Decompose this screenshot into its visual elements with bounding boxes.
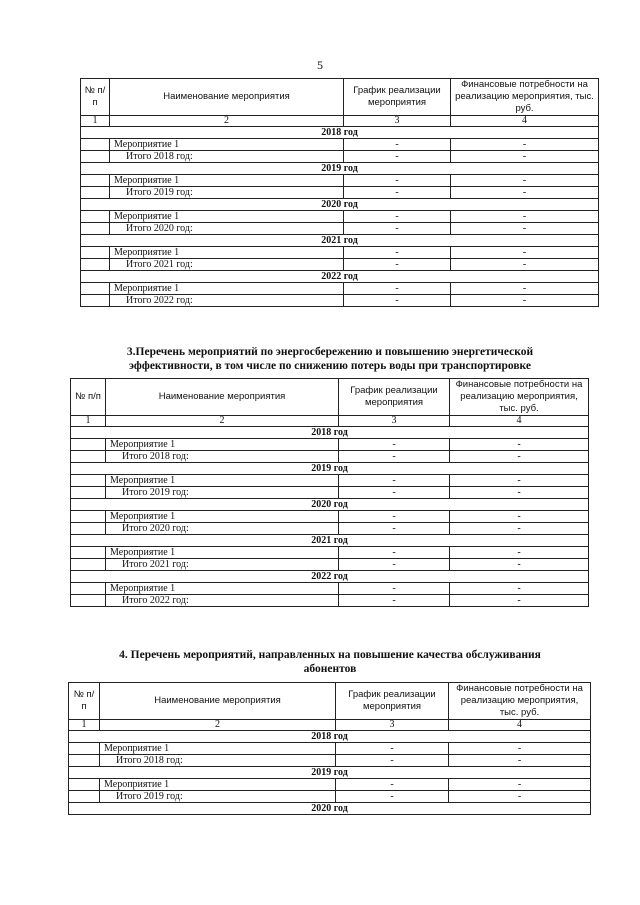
- finance-value: -: [451, 187, 599, 199]
- schedule-value: -: [344, 295, 451, 307]
- total-label: Итого 2019 год:: [110, 187, 344, 199]
- year-row: [81, 199, 599, 211]
- year-row: [81, 127, 599, 139]
- schedule-value: -: [339, 487, 450, 499]
- year-row: [81, 163, 599, 175]
- col-index: 2: [100, 720, 336, 731]
- col-name-header: Наименование мероприятия: [100, 683, 336, 720]
- total-label: Итого 2018 год:: [106, 451, 339, 463]
- year-label: 2022 год: [81, 271, 599, 283]
- year-label: 2020 год: [71, 499, 589, 511]
- year-row: [69, 803, 591, 815]
- finance-value: -: [449, 779, 591, 791]
- item-name: Мероприятие 1: [110, 211, 344, 223]
- col-num-header: № п/п: [69, 683, 100, 720]
- total-label: Итого 2018 год:: [110, 151, 344, 163]
- total-row: [69, 791, 591, 803]
- schedule-value: -: [339, 595, 450, 607]
- schedule-value: -: [336, 791, 449, 803]
- total-row: [71, 595, 589, 607]
- schedule-value: -: [344, 151, 451, 163]
- year-label: 2018 год: [81, 127, 599, 139]
- schedule-value: -: [344, 139, 451, 151]
- item-name: Мероприятие 1: [110, 175, 344, 187]
- finance-value: -: [451, 151, 599, 163]
- col-index: 1: [81, 116, 110, 127]
- schedule-value: -: [339, 451, 450, 463]
- item-name: Мероприятие 1: [106, 511, 339, 523]
- year-label: 2021 год: [71, 535, 589, 547]
- table-row: [81, 211, 599, 223]
- column-index-row: [71, 416, 589, 427]
- total-label: Итого 2021 год:: [106, 559, 339, 571]
- schedule-value: -: [344, 247, 451, 259]
- total-row: [71, 451, 589, 463]
- section-4-title-line2: абонентов: [303, 663, 357, 675]
- table-row: [81, 139, 599, 151]
- section-3-title: [60, 345, 600, 373]
- table-3: [70, 378, 589, 607]
- col-index: 3: [336, 720, 449, 731]
- schedule-value: -: [336, 755, 449, 767]
- schedule-value: -: [344, 283, 451, 295]
- total-row: [71, 559, 589, 571]
- total-row: [81, 187, 599, 199]
- col-index: 1: [69, 720, 100, 731]
- total-row: [69, 755, 591, 767]
- table-row: [69, 743, 591, 755]
- table-header-row: [69, 683, 591, 720]
- total-label: Итого 2018 год:: [100, 755, 336, 767]
- finance-value: -: [450, 595, 589, 607]
- item-name: Мероприятие 1: [110, 247, 344, 259]
- total-label: Итого 2020 год:: [106, 523, 339, 535]
- item-name: Мероприятие 1: [106, 583, 339, 595]
- finance-value: -: [451, 283, 599, 295]
- table-row: [81, 247, 599, 259]
- col-index: 2: [106, 416, 339, 427]
- total-row: [81, 259, 599, 271]
- col-index: 4: [451, 116, 599, 127]
- total-label: Итого 2020 год:: [110, 223, 344, 235]
- column-index-row: [81, 116, 599, 127]
- col-index: 2: [110, 116, 344, 127]
- table-1: [80, 78, 599, 307]
- col-schedule-header: График реализации мероприятия: [344, 79, 451, 116]
- col-index: 4: [449, 720, 591, 731]
- col-num-header: № п/п: [81, 79, 110, 116]
- schedule-value: -: [336, 779, 449, 791]
- year-row: [69, 731, 591, 743]
- item-name: Мероприятие 1: [106, 547, 339, 559]
- finance-value: -: [451, 295, 599, 307]
- finance-value: -: [451, 139, 599, 151]
- schedule-value: -: [339, 511, 450, 523]
- table-row: [71, 547, 589, 559]
- finance-value: -: [451, 175, 599, 187]
- table-header-row: [71, 379, 589, 416]
- finance-value: -: [451, 247, 599, 259]
- col-index: 3: [339, 416, 450, 427]
- schedule-value: -: [339, 583, 450, 595]
- section-3-title-line1: 3.Перечень мероприятий по энергосбережению и повышению энергетической: [126, 346, 534, 358]
- finance-value: -: [450, 475, 589, 487]
- total-label: Итого 2021 год:: [110, 259, 344, 271]
- year-label: 2022 год: [71, 571, 589, 583]
- year-row: [71, 571, 589, 583]
- table-row: [71, 583, 589, 595]
- finance-value: -: [451, 259, 599, 271]
- year-row: [81, 271, 599, 283]
- finance-value: -: [450, 487, 589, 499]
- total-label: Итого 2019 год:: [106, 487, 339, 499]
- year-row: [71, 535, 589, 547]
- finance-value: -: [450, 511, 589, 523]
- schedule-value: -: [344, 223, 451, 235]
- year-label: 2021 год: [81, 235, 599, 247]
- finance-value: -: [450, 439, 589, 451]
- schedule-value: -: [344, 211, 451, 223]
- col-index: 1: [71, 416, 106, 427]
- col-num-header: № п/п: [71, 379, 106, 416]
- col-name-header: Наименование мероприятия: [110, 79, 344, 116]
- table-row: [71, 475, 589, 487]
- item-name: Мероприятие 1: [110, 139, 344, 151]
- table-row: [71, 439, 589, 451]
- year-row: [71, 427, 589, 439]
- year-row: [71, 499, 589, 511]
- table-row: [81, 175, 599, 187]
- finance-value: -: [449, 743, 591, 755]
- item-name: Мероприятие 1: [100, 743, 336, 755]
- schedule-value: -: [336, 743, 449, 755]
- item-name: Мероприятие 1: [106, 475, 339, 487]
- year-label: 2019 год: [71, 463, 589, 475]
- total-label: Итого 2019 год:: [100, 791, 336, 803]
- finance-value: -: [450, 559, 589, 571]
- year-label: 2020 год: [69, 803, 591, 815]
- finance-value: -: [450, 451, 589, 463]
- total-label: Итого 2022 год:: [106, 595, 339, 607]
- col-name-header: Наименование мероприятия: [106, 379, 339, 416]
- col-index: 4: [450, 416, 589, 427]
- finance-value: -: [450, 523, 589, 535]
- section-3-title-line2: эффективности, в том числе по снижению потерь воды при транспортировке: [129, 360, 531, 372]
- col-finance-header: Финансовые потребности на реализацию мероприятия, тыс. руб.: [450, 379, 589, 416]
- col-schedule-header: График реализации мероприятия: [339, 379, 450, 416]
- item-name: Мероприятие 1: [110, 283, 344, 295]
- section-4-title-line1: 4. Перечень мероприятий, направленных на повышение качества обслуживания: [119, 649, 541, 661]
- schedule-value: -: [339, 439, 450, 451]
- col-schedule-header: График реализации мероприятия: [336, 683, 449, 720]
- finance-value: -: [450, 547, 589, 559]
- year-label: 2020 год: [81, 199, 599, 211]
- col-finance-header: Финансовые потребности на реализацию мероприятия, тыс. руб.: [449, 683, 591, 720]
- year-row: [69, 767, 591, 779]
- year-label: 2019 год: [81, 163, 599, 175]
- total-row: [71, 487, 589, 499]
- page-number: 5: [317, 58, 323, 72]
- col-index: 3: [344, 116, 451, 127]
- schedule-value: -: [344, 175, 451, 187]
- total-row: [81, 295, 599, 307]
- schedule-value: -: [344, 187, 451, 199]
- col-finance-header: Финансовые потребности на реализацию мероприятия, тыс. руб.: [451, 79, 599, 116]
- schedule-value: -: [344, 259, 451, 271]
- column-index-row: [69, 720, 591, 731]
- year-label: 2019 год: [69, 767, 591, 779]
- finance-value: -: [450, 583, 589, 595]
- finance-value: -: [451, 223, 599, 235]
- year-row: [81, 235, 599, 247]
- finance-value: -: [449, 791, 591, 803]
- schedule-value: -: [339, 475, 450, 487]
- table-row: [81, 283, 599, 295]
- year-label: 2018 год: [69, 731, 591, 743]
- schedule-value: -: [339, 523, 450, 535]
- table-row: [71, 511, 589, 523]
- item-name: Мероприятие 1: [100, 779, 336, 791]
- finance-value: -: [449, 755, 591, 767]
- total-label: Итого 2022 год:: [110, 295, 344, 307]
- year-label: 2018 год: [71, 427, 589, 439]
- total-row: [81, 223, 599, 235]
- year-row: [71, 463, 589, 475]
- table-row: [69, 779, 591, 791]
- item-name: Мероприятие 1: [106, 439, 339, 451]
- table-4: [68, 682, 591, 815]
- schedule-value: -: [339, 547, 450, 559]
- total-row: [71, 523, 589, 535]
- section-4-title: [60, 648, 600, 676]
- schedule-value: -: [339, 559, 450, 571]
- finance-value: -: [451, 211, 599, 223]
- total-row: [81, 151, 599, 163]
- table-header-row: [81, 79, 599, 116]
